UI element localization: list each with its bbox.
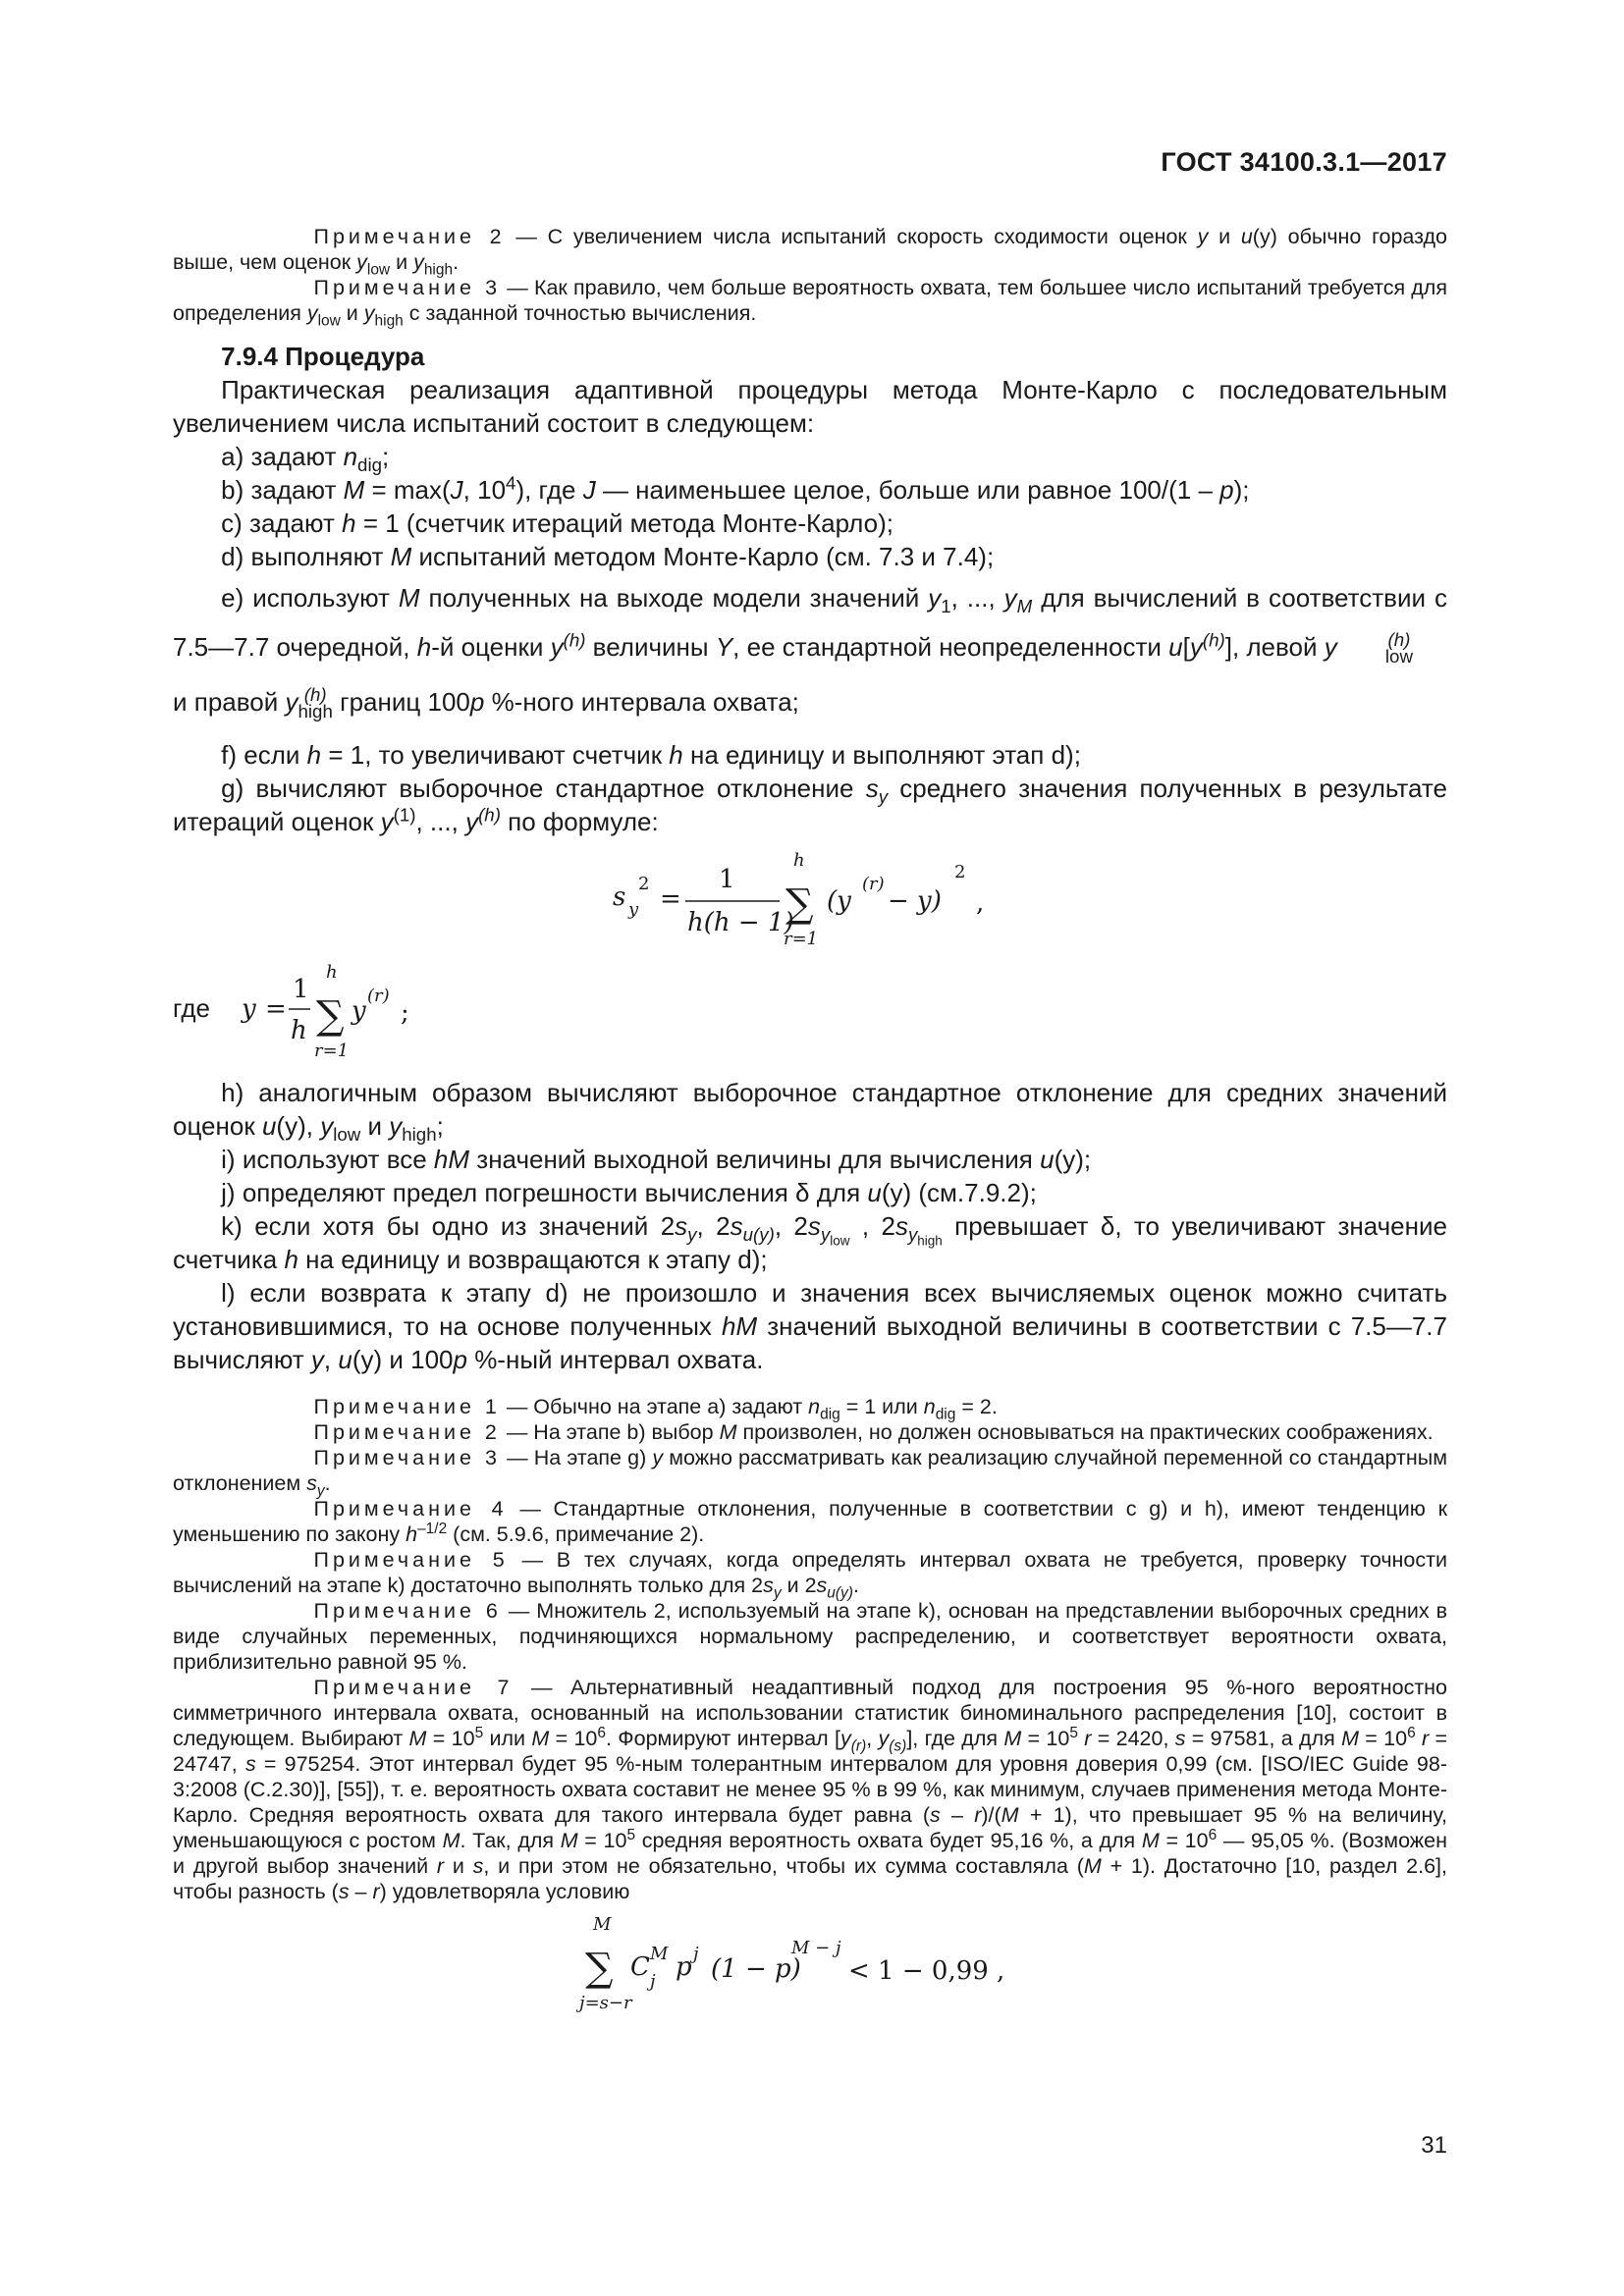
svg-text:C: C xyxy=(630,1952,650,1982)
svg-text:(r): (r) xyxy=(367,986,390,1006)
section-heading: 7.9.4 Процедура xyxy=(221,342,425,371)
step-f: f) если h = 1, то увеличивают счетчик h на единицу и выполняют этап d); xyxy=(221,740,1081,770)
svg-text:2: 2 xyxy=(638,874,650,894)
svg-text:M: M xyxy=(650,1944,669,1964)
svg-text:p: p xyxy=(676,1952,692,1982)
svg-text:h(h − 1): h(h − 1) xyxy=(687,908,794,937)
note-4: Примечание 4 — Стандартные отклонения, полученные в соответствии с g) и h), имеют тенденцию к уменьшению по закону $h^{-1/2}$ (см. 5.9.6, примечание 2). xyxy=(173,1497,1447,1546)
formula-ymean-svg xyxy=(173,958,1447,1060)
svg-text:M − j: M − j xyxy=(791,1938,841,1958)
svg-text:h: h xyxy=(291,1016,307,1045)
standard-header: ГОСТ 34100.3.1—2017 xyxy=(1161,147,1447,177)
svg-text:y: y xyxy=(628,899,639,920)
svg-text:j: j xyxy=(693,1944,699,1964)
svg-text:< 1 − 0,99 ,: < 1 − 0,99 , xyxy=(848,1956,1005,1986)
svg-text:1: 1 xyxy=(719,865,735,894)
svg-text:∑: ∑ xyxy=(785,881,814,927)
svg-text:∑: ∑ xyxy=(316,993,345,1039)
svg-text:,: , xyxy=(976,888,985,918)
note-5: Примечание 5 — В тех случаях, когда определять интервал охвата не требуется, проверку точности вычислений на этапе k) достаточно выполнять только для $2s_y$ и $2s_{u(y)}$. xyxy=(173,1548,1447,1602)
step-a: a) задают $n_{dig}$; xyxy=(221,442,390,476)
page-number: 31 xyxy=(1421,2132,1447,2159)
step-h: h) аналогичным образом вычисляют выборочное стандартное отклонение для средних значений оценок u(y), $y_{low}$ и $y_{high}$; xyxy=(173,1078,1447,1146)
note-7: Примечание 7 — Альтернативный неадаптивный подход для построения 95 %-ного вероятностно симметричного интервала охвата, основанный на использовании статистик биноминального распределения [10], состоит в следующем. Выбирают $M = 10^5$ или $M = 10^6$. Формируют интервал [$y_{(r)}$, $y_{(s)}$], где для $M = 10^5$ r = 2420, s = 97581, а для $M = 10^6$ r = 24747, s = 975254. Этот интервал будет 95 %-ным толерантным интервалом для уровня доверия 0,99 (см. [ISO/IEC Guide 98-3:2008 (C.2.30)], [55]), т. е. вероятность охвата составит не менее 95 % в 99 %, как минимум, случаев применения метода Монте-Карло. Средняя вероятность охвата для такого интервала будет равна (s – r)/(M + 1), что превышает 95 % на величину, уменьшающуюся с ростом M. Так, для $M = 10^5$ средняя вероятность охвата будет 95,16 %, а для $M = 10^6$ — 95,05 %. (Возможен и другой выбор значений r и s, и при этом не обязательно, чтобы их сумма составляла (M + 1). Достаточно [10, раздел 2.6], чтобы разность (s – r) удовлетворяла условию xyxy=(173,1676,1448,1903)
svg-text:(1 − p): (1 − p) xyxy=(711,1954,801,1984)
svg-text:h: h xyxy=(793,850,805,871)
step-j: j) определяют предел погрешности вычисления δ для u(y) (см.7.9.2); xyxy=(221,1178,1037,1207)
step-b: b) задают M = max(J, $10^4$), где J — наименьшее целое, больше или равное 100/(1 – p); xyxy=(221,472,1250,505)
step-k: k) если хотя бы одно из значений $2s_y$, $2s_{u(y)}$, $2s_{y_{low}}$ , $2s_{y_{high}}$ превышает δ, то увеличивают значение счетчика h на единицу и возвращаются к этапу d); xyxy=(173,1211,1447,1274)
svg-text:h: h xyxy=(326,962,338,983)
svg-text:s: s xyxy=(613,882,626,912)
note-6: Примечание 6 — Множитель 2, используемый на этапе k), основан на представлении выборочных средних в виде случайных переменных, подчиняющихся нормальному распределению, и соответствует вероятности охвата, приблизительно равной 95 %. xyxy=(173,1599,1447,1674)
svg-text:r=1: r=1 xyxy=(314,1041,350,1061)
formula-sy xyxy=(173,838,1447,958)
svg-text:∑: ∑ xyxy=(585,1946,614,1991)
svg-text:r=1: r=1 xyxy=(784,929,819,949)
top-note-3: Примечание 3 — Как правило, чем больше вероятность охвата, тем большее число испытаний требуется для определения $y_{low}$ и $y_{high}$ с заданной точностью вычисления. xyxy=(173,276,1447,330)
step-c: c) задают h = 1 (счетчик итераций метода Монте-Карло); xyxy=(221,508,893,538)
note-1: Примечание 1 — Обычно на этапе a) задают $n_{dig} = 1$ или $n_{dig} = 2$. xyxy=(313,1395,998,1423)
formula-binomial xyxy=(173,1910,1447,2018)
formula-ymean xyxy=(173,958,1447,1060)
svg-text:;: ; xyxy=(401,998,409,1028)
step-i: i) используют все hM значений выходной величины для вычисления u(y); xyxy=(221,1145,1092,1174)
svg-text:=: = xyxy=(660,884,681,914)
svg-text:=: = xyxy=(265,994,287,1024)
svg-text:1: 1 xyxy=(293,975,309,1004)
note-2: Примечание 2 — На этапе b) выбор M произволен, но должен основываться на практических соображениях. xyxy=(313,1420,1434,1444)
svg-text:(r): (r) xyxy=(862,874,885,894)
svg-text:(y: (y xyxy=(827,886,851,916)
page-content xyxy=(173,224,1447,2018)
formula-sy-svg xyxy=(173,838,1447,958)
step-d: d) выполняют M испытаний методом Монте-Карло (см. 7.3 и 7.4); xyxy=(221,542,995,571)
svg-text:M: M xyxy=(593,1914,612,1935)
svg-text:j=s−r: j=s−r xyxy=(579,1993,632,2013)
section-intro: Практическая реализация адаптивной процедуры метода Монте-Карло с последовательным увеличением числа испытаний состоит в следующем: xyxy=(173,375,1447,438)
svg-text:y: y xyxy=(242,994,256,1024)
svg-text:− y): − y) xyxy=(888,886,942,916)
step-e-cont: и правой y (h) high границ 100p %-ного интервала охвата; xyxy=(173,684,799,722)
top-note-2: Примечание 2 — С увеличением числа испытаний скорость сходимости оценок y и u(y) обычно гораздо выше, чем оценок $y_{low}$ и $y_{high}$. xyxy=(173,225,1448,279)
formula-binomial-svg xyxy=(173,1910,1447,2018)
svg-text:j: j xyxy=(650,1971,656,1992)
note-3: Примечание 3 — На этапе g) y можно рассматривать как реализацию случайной переменной со стандартным отклонением $s_y$. xyxy=(173,1446,1447,1500)
svg-text:где: где xyxy=(173,993,210,1023)
svg-text:2: 2 xyxy=(954,862,966,882)
step-e: e) используют M полученных на выходе модели значений $y_1$, ..., $y_M$ для вычислений в соответствии с 7.5—7.7 очередной, h-й оценки $y^{(h)}$ величины Y, ее стандартной неопределенности $u[y^{(h)}]$, левой y (h) low xyxy=(173,583,1447,667)
step-l: l) если возврата к этапу d) не произошло и значения всех вычисляемых оценок можно считать установившимися, то на основе полученных hM значений выходной величины в соответствии с 7.5—7.7 вычисляют y, u(y) и 100p %-ный интервал охвата. xyxy=(173,1278,1447,1374)
svg-text:y: y xyxy=(352,996,366,1026)
step-g: g) вычисляют выборочное стандартное отклонение $s_y$ среднего значения полученных в результате итераций оценок $y^{(1)}$, ..., $y^{(h)}$ по формуле: xyxy=(173,774,1447,836)
